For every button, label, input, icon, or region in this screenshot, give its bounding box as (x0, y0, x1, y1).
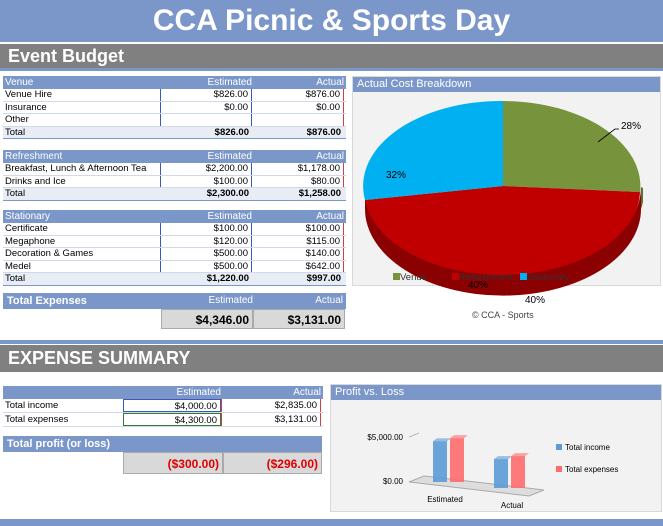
table-row (3, 261, 346, 274)
legend-swatch (556, 444, 562, 450)
x-tick-label: Estimated (427, 495, 463, 504)
actual-cell[interactable]: $0.00 (252, 102, 344, 114)
col-estimated: Estimated (176, 387, 221, 398)
y-tick-label: $0.00 (382, 477, 403, 486)
legend-stationary: Stationary (526, 272, 570, 283)
estimated-cell[interactable]: $500.00 (160, 261, 252, 273)
bar-top (450, 435, 468, 438)
table-row (3, 89, 346, 102)
total-actual: $1,258.00 (298, 188, 341, 199)
pie-slice-stationary (363, 101, 503, 200)
gridline (409, 433, 419, 437)
col-actual: Actual (316, 211, 344, 222)
profit-values (3, 452, 322, 474)
estimated-cell[interactable]: $4,300.00 (123, 413, 221, 426)
profit-block (3, 436, 322, 474)
pct-label-venue: 28% (621, 121, 642, 132)
refreshment-table (3, 150, 346, 201)
copyright: © CCA - Sports (472, 310, 534, 320)
estimated-cell[interactable] (160, 114, 252, 126)
total-expenses-actual: $3,131.00 (253, 309, 345, 329)
col-actual: Actual (315, 295, 343, 306)
divider (0, 340, 663, 344)
table-row (3, 236, 346, 249)
row-label: Medel (5, 260, 31, 272)
legend-swatch (556, 466, 562, 472)
estimated-cell[interactable]: $100.00 (160, 176, 252, 188)
estimated-cell[interactable]: $500.00 (160, 248, 252, 260)
pie-slice-venue (503, 101, 640, 192)
legend-swatch-venue (393, 273, 400, 280)
footer-bar (0, 519, 663, 526)
pct-label-refreshment-outer: 40% (468, 280, 489, 291)
chart-title: Actual Cost Breakdown (353, 77, 660, 92)
estimated-cell[interactable]: $826.00 (160, 89, 252, 101)
total-row (3, 127, 346, 140)
pct-label-stationary: 32% (386, 170, 407, 181)
actual-cell[interactable]: $1,178.00 (252, 163, 344, 175)
bar-total-income (494, 459, 508, 488)
row-label: Decoration & Games (5, 248, 94, 259)
bar-total-expenses (450, 438, 464, 482)
total-expenses-block (3, 293, 346, 329)
table-row (3, 163, 346, 176)
stationary-table (3, 210, 346, 286)
stationary-title: Stationary (5, 211, 51, 222)
table-row (3, 223, 346, 236)
venue-table (3, 76, 346, 139)
bar-chart-svg (331, 400, 661, 510)
row-label: Drinks and Ice (5, 175, 66, 187)
venue-header (3, 76, 346, 89)
pie-chart-svg (353, 92, 660, 306)
total-estimated: $1,220.00 (206, 273, 249, 284)
actual-cell[interactable]: $115.00 (252, 236, 344, 248)
row-label: Other (5, 114, 29, 125)
col-estimated: Estimated (207, 151, 252, 162)
col-estimated: Estimated (207, 211, 252, 222)
legend-refreshment: Refreshment (458, 272, 513, 283)
row-label: Total expenses (5, 414, 69, 425)
estimated-cell[interactable]: $120.00 (160, 236, 252, 248)
bar-total-expenses (511, 456, 525, 488)
bar-top (433, 438, 451, 441)
total-expenses-header (3, 293, 346, 309)
bar-total-income (433, 441, 447, 482)
row-label: Total (5, 126, 26, 138)
bar-top (511, 453, 529, 456)
col-actual: Actual (316, 77, 344, 88)
pct-label-refreshment: 40% (525, 295, 546, 306)
legend-swatch-refreshment (452, 273, 459, 280)
legend-label: Total expenses (565, 465, 619, 474)
total-actual: $997.00 (306, 273, 341, 284)
table-row (3, 102, 346, 115)
total-actual: $876.00 (306, 126, 341, 138)
col-actual: Actual (293, 387, 321, 398)
actual-cell[interactable]: $3,131.00 (221, 413, 321, 426)
divider (0, 68, 663, 71)
profit-estimated: ($300.00) (123, 452, 223, 474)
cost-breakdown-chart (352, 76, 661, 306)
summary-table (3, 386, 323, 427)
total-row (3, 188, 346, 201)
row-label: Breakfast, Lunch & Afternoon Tea (5, 163, 147, 174)
page-title: CCA Picnic & Sports Day (0, 0, 663, 42)
total-estimated: $826.00 (214, 126, 249, 138)
pie-side-venue (641, 187, 643, 209)
stationary-header (3, 210, 346, 223)
actual-cell[interactable]: $2,835.00 (221, 399, 321, 412)
summary-rows (3, 399, 323, 427)
refreshment-title: Refreshment (5, 151, 63, 162)
total-row (3, 273, 346, 286)
refreshment-header (3, 150, 346, 163)
col-estimated: Estimated (208, 295, 253, 306)
row-label: Certificate (5, 223, 48, 234)
venue-title: Venue (5, 77, 34, 88)
budget-section-header: Event Budget (0, 44, 663, 68)
total-expenses-values (3, 309, 346, 329)
estimated-cell[interactable]: $0.00 (160, 102, 252, 114)
table-row (3, 248, 346, 261)
profit-header: Total profit (or loss) (3, 436, 322, 452)
y-tick-label: $5,000.00 (367, 433, 403, 442)
row-label: Total (5, 273, 26, 284)
legend-venue: Venue (400, 272, 427, 283)
estimated-cell[interactable]: $4,000.00 (123, 399, 221, 412)
table-row (3, 114, 346, 127)
profit-actual: ($296.00) (223, 452, 322, 474)
actual-cell[interactable]: $876.00 (252, 89, 344, 101)
actual-cell[interactable] (252, 114, 344, 126)
profit-loss-chart (330, 384, 662, 512)
bar-top (494, 456, 512, 459)
col-actual: Actual (316, 151, 344, 162)
col-estimated: Estimated (207, 77, 252, 88)
actual-cell[interactable]: $100.00 (252, 223, 344, 235)
total-expenses-label: Total Expenses (7, 295, 87, 307)
summary-header (3, 386, 323, 399)
row-label: Megaphone (5, 235, 56, 247)
legend-swatch-stationary (520, 273, 527, 280)
row-label: Insurance (5, 101, 47, 113)
table-row (3, 399, 323, 413)
total-expenses-estimated: $4,346.00 (161, 309, 253, 329)
row-label: Total income (5, 400, 59, 411)
table-row (3, 413, 323, 427)
chart-title: Profit vs. Loss (331, 385, 661, 400)
actual-cell[interactable]: $140.00 (252, 248, 344, 260)
estimated-cell[interactable]: $100.00 (160, 223, 252, 235)
row-label: Venue Hire (5, 89, 53, 100)
actual-cell[interactable]: $642.00 (252, 261, 344, 273)
actual-cell[interactable]: $80.00 (252, 176, 344, 188)
row-label: Total (5, 188, 26, 199)
estimated-cell[interactable]: $2,200.00 (160, 163, 252, 175)
total-estimated: $2,300.00 (206, 188, 249, 199)
x-tick-label: Actual (500, 501, 524, 510)
table-row (3, 176, 346, 189)
legend-label: Total income (565, 443, 610, 452)
summary-section-header: EXPENSE SUMMARY (0, 345, 663, 372)
